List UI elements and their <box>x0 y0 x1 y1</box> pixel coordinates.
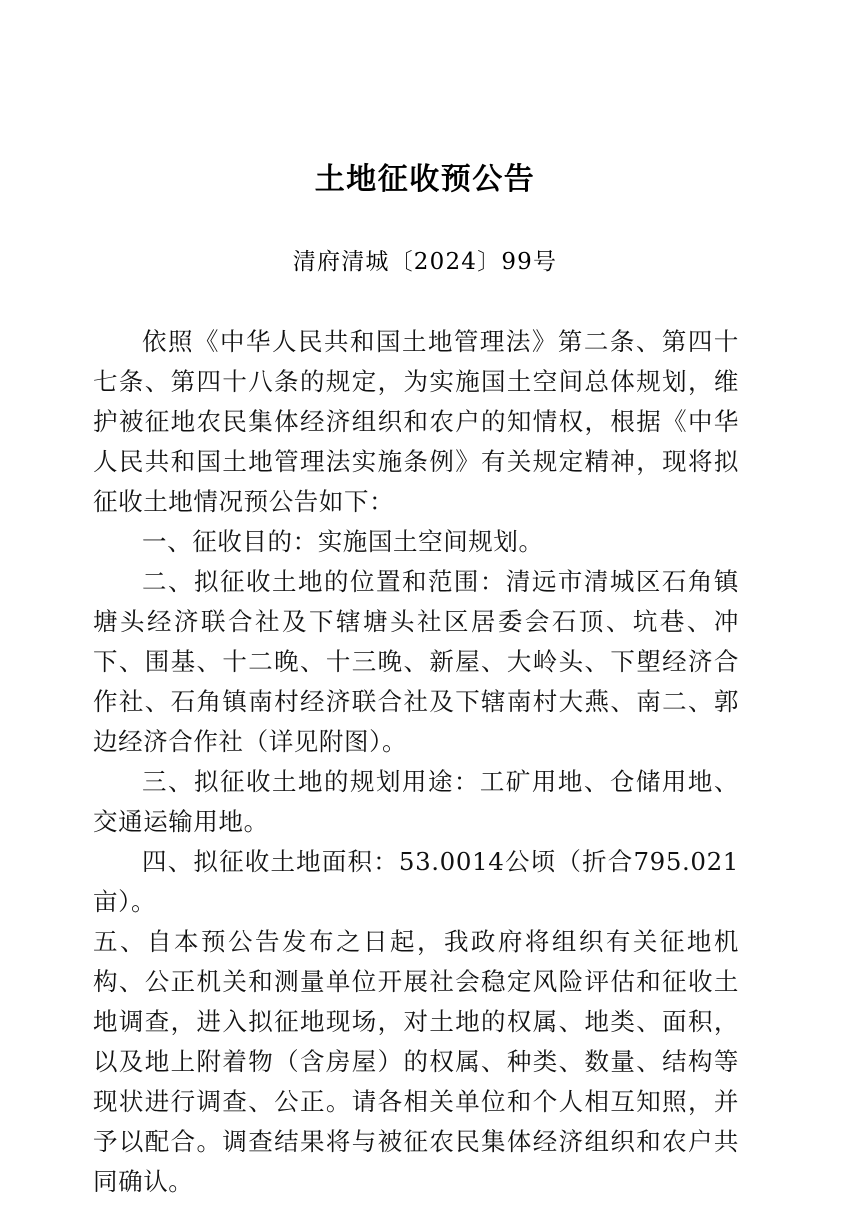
paragraph-item-3: 三、拟征收土地的规划用途：工矿用地、仓储用地、交通运输用地。 <box>93 767 739 836</box>
paragraph-item-2: 二、拟征收土地的位置和范围：清远市清城区石角镇塘头经济联合社及下辖塘头社区居委会石顶、坑巷、冲下、围基、十二晚、十三晚、新屋、大岭头、下塱经济合作社、石角镇南村经济联合社及下辖南村大燕、南二、郭边经济合作社（详见附图）。 <box>93 567 739 756</box>
page-title: 土地征收预公告 <box>314 162 536 197</box>
document-body <box>93 322 739 1202</box>
paragraph-item-4: 四、拟征收土地面积：53.0014公顷（折合795.021亩）。 <box>93 847 739 916</box>
paragraph-item-5: 五、自本预公告发布之日起，我政府将组织有关征地机构、公正机关和测量单位开展社会稳定风险评估和征收土地调查，进入拟征地现场，对土地的权属、地类、面积，以及地上附着物（含房屋）的权属、种类、数量、结构等现状进行调查、公正。请各相关单位和个人相互知照，并予以配合。调查结果将与被征农民集体经济组织和农户共同确认。 <box>93 927 739 1196</box>
paragraph-item-1: 一、征收目的：实施国土空间规划。 <box>142 527 544 556</box>
paragraph-preamble: 依照《中华人民共和国土地管理法》第二条、第四十七条、第四十八条的规定，为实施国土空间总体规划，维护被征地农民集体经济组织和农户的知情权，根据《中华人民共和国土地管理法实施条例》有关规定精神，现将拟征收土地情况预公告如下： <box>93 327 739 516</box>
document-number: 清府清城〔2024〕99号 <box>292 249 558 275</box>
